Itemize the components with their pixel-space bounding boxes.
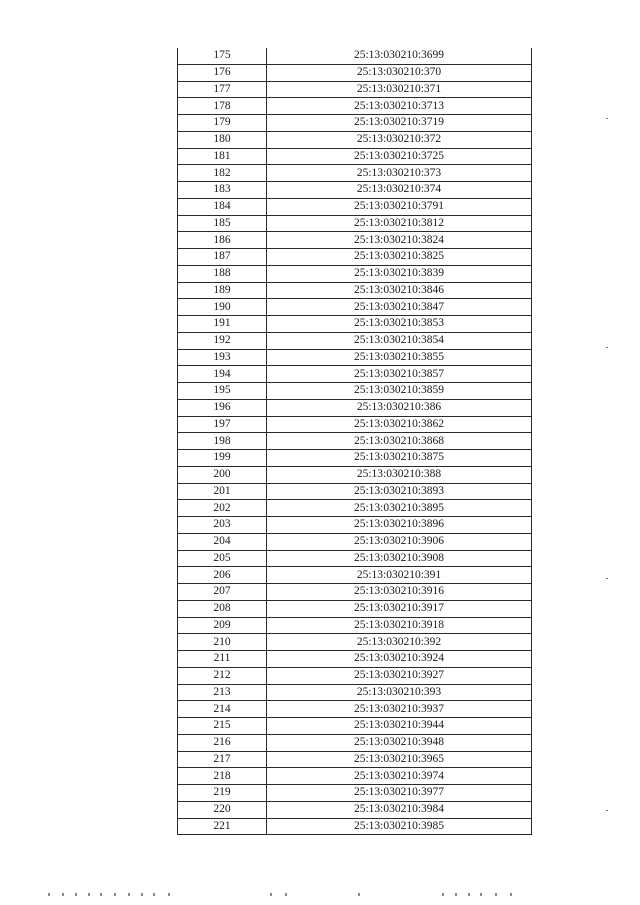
table-row [178, 64, 532, 81]
scan-speck [100, 893, 102, 896]
table-row [178, 215, 532, 232]
table-row [178, 684, 532, 701]
cadastral-number-cell: 25:13:030210:3719 [267, 115, 532, 132]
cadastral-number-cell: 25:13:030210:371 [267, 81, 532, 98]
row-number-cell: 196 [178, 399, 267, 416]
table-row [178, 600, 532, 617]
cadastral-number-cell: 25:13:030210:3944 [267, 718, 532, 735]
row-number-cell: 182 [178, 165, 267, 182]
cadastral-number-cell: 25:13:030210:386 [267, 399, 532, 416]
table-row [178, 48, 532, 64]
table-row [178, 450, 532, 467]
table-row [178, 332, 532, 349]
table-row [178, 567, 532, 584]
row-number-cell: 199 [178, 450, 267, 467]
row-number-cell: 220 [178, 801, 267, 818]
cadastral-number-cell: 25:13:030210:3859 [267, 383, 532, 400]
cadastral-number-cell: 25:13:030210:3916 [267, 584, 532, 601]
scan-speck [48, 893, 50, 896]
cadastral-number-cell: 25:13:030210:3895 [267, 500, 532, 517]
row-number-cell: 218 [178, 768, 267, 785]
table-row [178, 584, 532, 601]
row-number-cell: 214 [178, 701, 267, 718]
row-number-cell: 202 [178, 500, 267, 517]
scan-speck [468, 893, 470, 896]
table-row [178, 785, 532, 802]
row-number-cell: 178 [178, 98, 267, 115]
row-number-cell: 192 [178, 332, 267, 349]
scan-speck [442, 893, 444, 896]
row-number-cell: 194 [178, 366, 267, 383]
table-row [178, 701, 532, 718]
table-body [178, 48, 532, 835]
cadastral-number-cell: 25:13:030210:3896 [267, 517, 532, 534]
scan-speck [153, 893, 155, 896]
cadastral-number-cell: 25:13:030210:3854 [267, 332, 532, 349]
scan-speck [75, 893, 77, 896]
table-row [178, 500, 532, 517]
cadastral-number-cell: 25:13:030210:3824 [267, 232, 532, 249]
row-number-cell: 219 [178, 785, 267, 802]
cadastral-number-cell: 25:13:030210:3846 [267, 282, 532, 299]
row-number-cell: 197 [178, 416, 267, 433]
scan-speck [358, 893, 360, 896]
row-number-cell: 208 [178, 600, 267, 617]
cadastral-number-cell: 25:13:030210:3908 [267, 550, 532, 567]
row-number-cell: 195 [178, 383, 267, 400]
cadastral-number-cell: 25:13:030210:3977 [267, 785, 532, 802]
table-row [178, 651, 532, 668]
row-number-cell: 207 [178, 584, 267, 601]
row-number-cell: 201 [178, 483, 267, 500]
table-row [178, 299, 532, 316]
table-row [178, 550, 532, 567]
cadastral-number-cell: 25:13:030210:3862 [267, 416, 532, 433]
row-number-cell: 183 [178, 182, 267, 199]
cadastral-number-cell: 25:13:030210:391 [267, 567, 532, 584]
scan-speck [495, 893, 497, 896]
cadastral-number-cell: 25:13:030210:3839 [267, 265, 532, 282]
table-row [178, 399, 532, 416]
table-row [178, 617, 532, 634]
row-number-cell: 217 [178, 751, 267, 768]
cadastral-number-cell: 25:13:030210:3974 [267, 768, 532, 785]
table-row [178, 433, 532, 450]
cadastral-number-cell: 25:13:030210:3984 [267, 801, 532, 818]
row-number-cell: 221 [178, 818, 267, 835]
table-row [178, 198, 532, 215]
cadastral-number-cell: 25:13:030210:3855 [267, 349, 532, 366]
row-number-cell: 212 [178, 667, 267, 684]
scan-speck [62, 893, 64, 896]
cadastral-number-cell: 25:13:030210:372 [267, 131, 532, 148]
row-number-cell: 179 [178, 115, 267, 132]
row-number-cell: 206 [178, 567, 267, 584]
cadastral-number-cell: 25:13:030210:370 [267, 64, 532, 81]
row-number-cell: 215 [178, 718, 267, 735]
row-number-cell: 189 [178, 282, 267, 299]
table-row [178, 483, 532, 500]
row-number-cell: 203 [178, 517, 267, 534]
cadastral-number-cell: 25:13:030210:3725 [267, 148, 532, 165]
cadastral-number-cell: 25:13:030210:3917 [267, 600, 532, 617]
row-number-cell: 175 [178, 48, 267, 64]
cadastral-number-cell: 25:13:030210:3893 [267, 483, 532, 500]
row-number-cell: 184 [178, 198, 267, 215]
cadastral-number-cell: 25:13:030210:3857 [267, 366, 532, 383]
scan-speck [455, 893, 457, 896]
table-row [178, 182, 532, 199]
scan-speck [270, 893, 272, 896]
row-number-cell: 198 [178, 433, 267, 450]
scan-speck [285, 893, 287, 896]
row-number-cell: 211 [178, 651, 267, 668]
table-row [178, 349, 532, 366]
scan-speck [128, 893, 130, 896]
scan-footer-artifacts [40, 893, 600, 899]
table-row [178, 316, 532, 333]
scan-speck [606, 118, 608, 119]
table-row [178, 282, 532, 299]
cadastral-number-cell: 25:13:030210:3853 [267, 316, 532, 333]
row-number-cell: 186 [178, 232, 267, 249]
table-row [178, 768, 532, 785]
row-number-cell: 188 [178, 265, 267, 282]
table-row [178, 466, 532, 483]
cadastral-number-cell: 25:13:030210:3918 [267, 617, 532, 634]
cadastral-number-cell: 25:13:030210:3875 [267, 450, 532, 467]
cadastral-number-cell: 25:13:030210:3948 [267, 734, 532, 751]
cadastral-number-cell: 25:13:030210:3924 [267, 651, 532, 668]
table-row [178, 148, 532, 165]
scan-speck [88, 893, 90, 896]
cadastral-number-cell: 25:13:030210:3937 [267, 701, 532, 718]
cadastral-number-cell: 25:13:030210:3927 [267, 667, 532, 684]
table-row [178, 734, 532, 751]
scan-speck [114, 893, 116, 896]
row-number-cell: 205 [178, 550, 267, 567]
row-number-cell: 190 [178, 299, 267, 316]
row-number-cell: 213 [178, 684, 267, 701]
cadastral-number-cell: 25:13:030210:3825 [267, 249, 532, 266]
scan-speck [606, 347, 608, 348]
cadastral-number-cell: 25:13:030210:374 [267, 182, 532, 199]
table-row [178, 751, 532, 768]
cadastral-number-cell: 25:13:030210:3847 [267, 299, 532, 316]
cadastral-number-cell: 25:13:030210:373 [267, 165, 532, 182]
table-row [178, 165, 532, 182]
cadastral-number-cell: 25:13:030210:393 [267, 684, 532, 701]
row-number-cell: 176 [178, 64, 267, 81]
table-row [178, 81, 532, 98]
row-number-cell: 193 [178, 349, 267, 366]
cadastral-number-cell: 25:13:030210:3985 [267, 818, 532, 835]
row-number-cell: 177 [178, 81, 267, 98]
cadastral-number-cell: 25:13:030210:3713 [267, 98, 532, 115]
row-number-cell: 180 [178, 131, 267, 148]
row-number-cell: 216 [178, 734, 267, 751]
cadastral-number-cell: 25:13:030210:388 [267, 466, 532, 483]
row-number-cell: 187 [178, 249, 267, 266]
table-row [178, 232, 532, 249]
row-number-cell: 181 [178, 148, 267, 165]
cadastral-number-cell: 25:13:030210:392 [267, 634, 532, 651]
table-row [178, 718, 532, 735]
table-row [178, 98, 532, 115]
cadastral-number-cell: 25:13:030210:3906 [267, 533, 532, 550]
scan-speck [606, 810, 608, 811]
scan-speck [168, 893, 170, 896]
table-row [178, 801, 532, 818]
table-row [178, 517, 532, 534]
row-number-cell: 204 [178, 533, 267, 550]
table-row [178, 818, 532, 835]
row-number-cell: 185 [178, 215, 267, 232]
table-row [178, 249, 532, 266]
row-number-cell: 200 [178, 466, 267, 483]
cadastral-number-cell: 25:13:030210:3791 [267, 198, 532, 215]
cadastral-number-cell: 25:13:030210:3965 [267, 751, 532, 768]
cadastral-number-cell: 25:13:030210:3699 [267, 48, 532, 64]
cadastral-number-cell: 25:13:030210:3868 [267, 433, 532, 450]
table-row [178, 383, 532, 400]
table-row [178, 115, 532, 132]
table-row [178, 634, 532, 651]
scan-speck [510, 893, 512, 896]
table-row [178, 131, 532, 148]
registry-table-container [177, 48, 529, 835]
scan-speck [606, 578, 608, 579]
cadastral-number-cell: 25:13:030210:3812 [267, 215, 532, 232]
table-row [178, 416, 532, 433]
row-number-cell: 210 [178, 634, 267, 651]
table-row [178, 667, 532, 684]
scan-speck [480, 893, 482, 896]
row-number-cell: 209 [178, 617, 267, 634]
scan-speck [141, 893, 143, 896]
table-row [178, 265, 532, 282]
row-number-cell: 191 [178, 316, 267, 333]
table-row [178, 366, 532, 383]
table-row [178, 533, 532, 550]
cadastral-number-table [177, 48, 532, 835]
